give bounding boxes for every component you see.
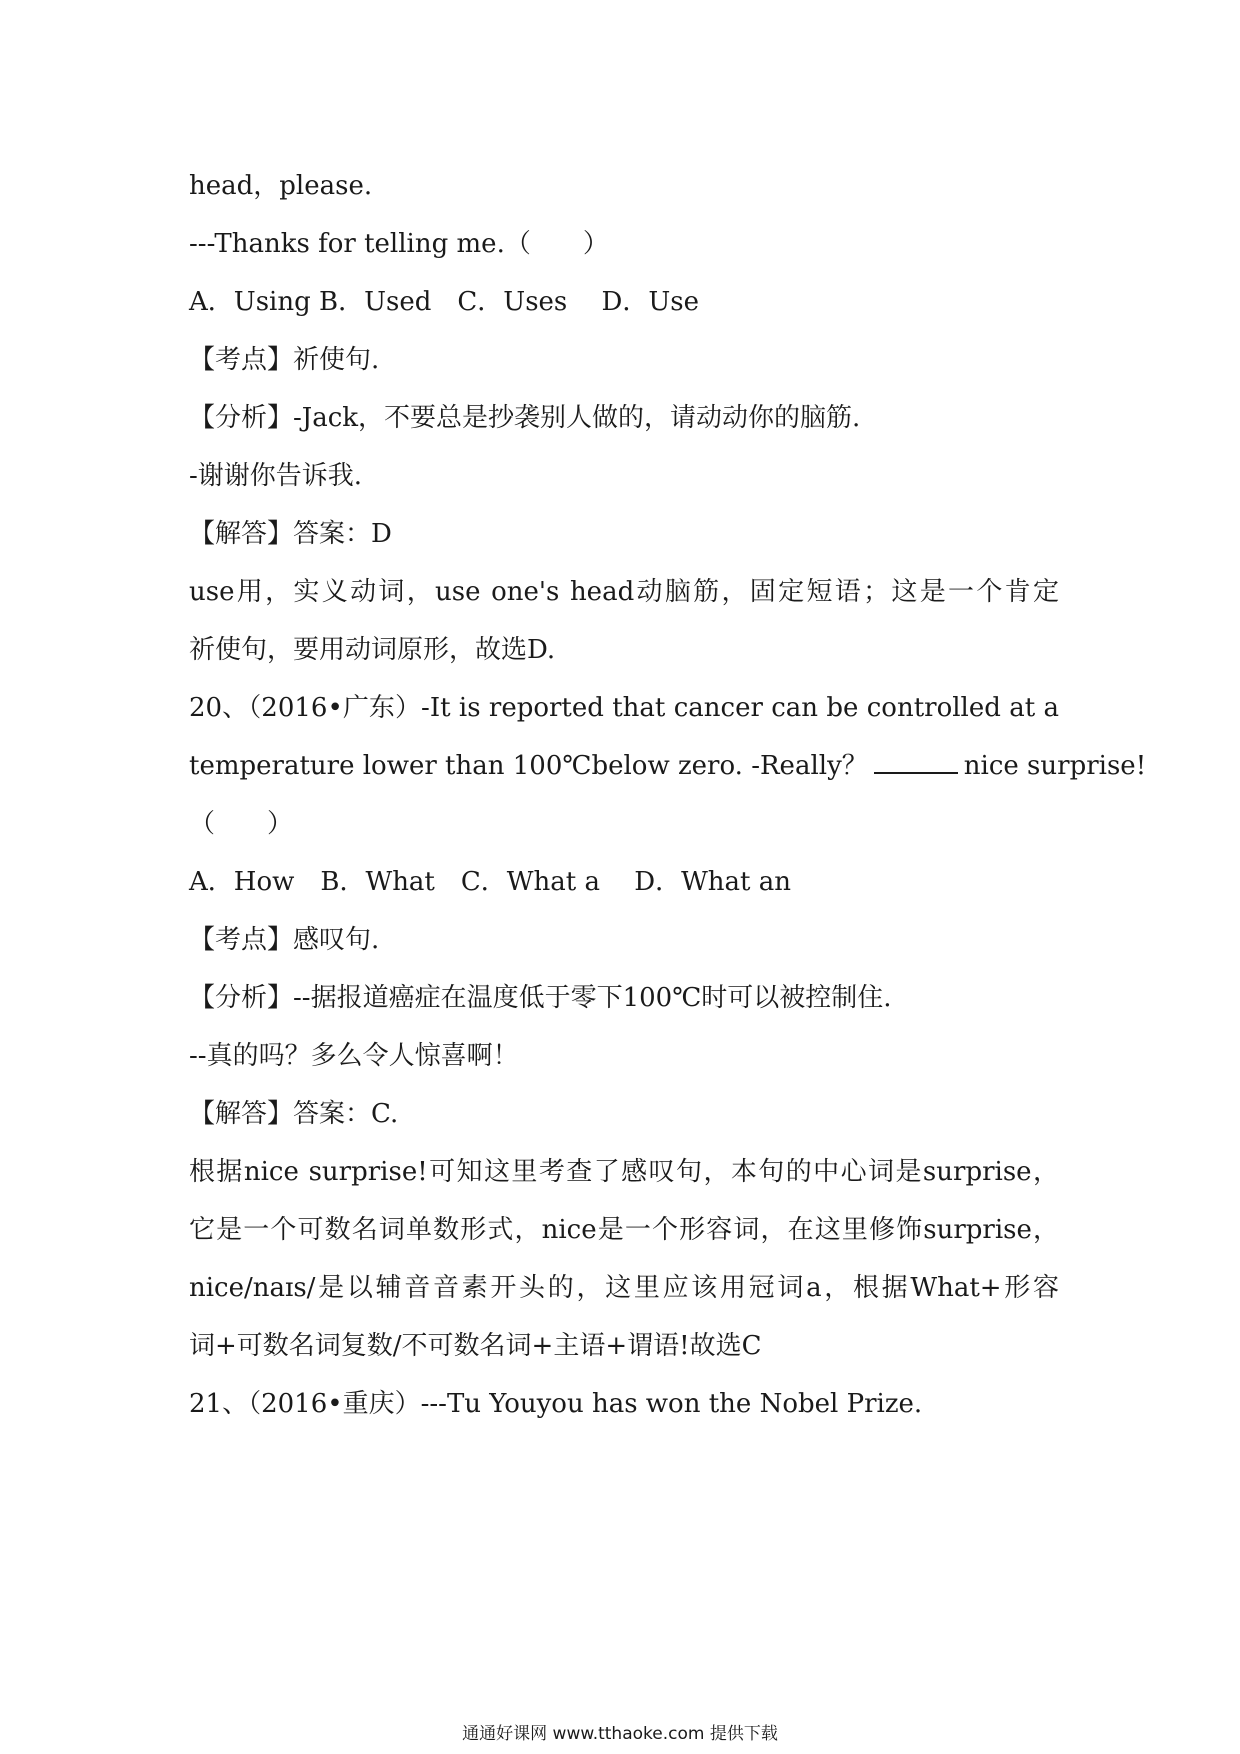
answer-options: A．Using B．Used C．Uses D．Use [189, 287, 700, 317]
text-line: --真的吗？多么令人惊喜啊！ [189, 1041, 519, 1071]
section-kaodian: 【考点】感叹句. [189, 925, 380, 955]
section-kaodian: 【考点】祈使句. [189, 345, 380, 375]
page-footer: 通通好课网 www.tthaoke.com 提供下载 [462, 1724, 778, 1744]
text-line: 它是一个可数名词单数形式，nice是一个形容词，在这里修饰surprise， [189, 1215, 1059, 1245]
text-line: 词+可数名词复数/不可数名词+主语+谓语!故选C [189, 1331, 762, 1361]
text-line: nice/naɪs/是以辅音音素开头的，这里应该用冠词a，根据What+形容 [189, 1273, 1059, 1303]
question-21: 21、（2016•重庆）---Tu Youyou has won the Nobel Prize. [189, 1389, 923, 1419]
text-segment: nice surprise! [963, 751, 1147, 781]
text-line: 根据nice surprise!可知这里考查了感叹句，本句的中心词是surprise， [189, 1157, 1059, 1187]
section-jieda: 【解答】答案：C. [189, 1099, 399, 1129]
text-line: head，please. [189, 171, 373, 201]
text-line [189, 748, 1147, 784]
section-jieda: 【解答】答案：D [189, 519, 392, 549]
text-line: ---Thanks for telling me.（ ） [189, 229, 609, 259]
question-20: 20、（2016•广东）-It is reported that cancer can be controlled at a [189, 693, 1059, 723]
text-line: use用，实义动词，use one's head动脑筋，固定短语；这是一个肯定 [189, 577, 1059, 607]
answer-options: A．How B．What C．What a D．What an [189, 867, 791, 897]
text-line: -谢谢你告诉我. [189, 461, 363, 491]
answer-paren: （ ） [189, 809, 294, 839]
section-fenxi: 【分析】--据报道癌症在温度低于零下100℃时可以被控制住. [189, 983, 892, 1013]
text-line: 祈使句，要用动词原形，故选D. [189, 635, 556, 665]
section-fenxi: 【分析】-Jack，不要总是抄袭别人做的，请动动你的脑筋. [189, 403, 861, 433]
text-segment: temperature lower than 100℃below zero. -Really？ [189, 751, 868, 781]
text-segment [868, 748, 1146, 784]
answer-blank [874, 750, 958, 774]
